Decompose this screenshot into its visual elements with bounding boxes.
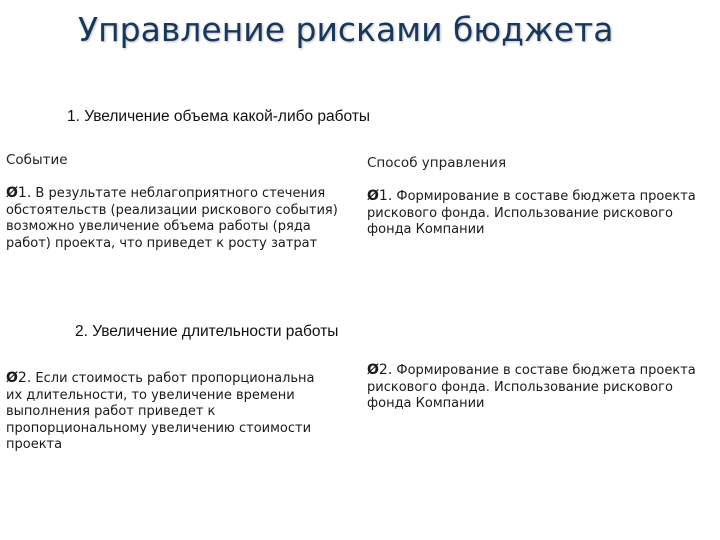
section-1-event-cell <box>6 185 346 252</box>
section-1-heading: 1. Увеличение объема какой-либо работы <box>67 108 371 125</box>
slide-title: Управление рисками бюджета <box>78 10 614 49</box>
method-column-header: Способ управления <box>367 155 507 171</box>
event-column-header: Событие <box>6 152 68 168</box>
item-text: Формирование в составе бюджета проекта рискового фонда. Использование рискового фонда Компании <box>367 189 696 237</box>
item-text: В результате неблагоприятного стечения обстоятельств (реализации рискового события) возможно увеличение объема работы (ряда работ) проекта, что приведет к росту затрат <box>6 186 338 251</box>
section-1-method-cell <box>367 188 707 239</box>
arrow-bullet-icon: Ø <box>367 188 379 204</box>
section-2-heading: 2. Увеличение длительности работы <box>75 323 339 340</box>
section-2-method-cell <box>367 362 707 413</box>
arrow-bullet-icon: Ø <box>367 362 379 378</box>
arrow-bullet-icon: Ø <box>6 185 18 201</box>
item-text: Формирование в составе бюджета проекта рискового фонда. Использование рискового фонда Компании <box>367 363 696 411</box>
item-number: 1. <box>378 188 393 204</box>
arrow-bullet-icon: Ø <box>6 370 18 386</box>
section-2-event-cell <box>6 370 331 454</box>
item-number: 1. <box>17 185 32 201</box>
item-text: Если стоимость работ пропорциональна их длительности, то увеличение времени выполнения работ приведет к пропорциональному увеличению стоимости проекта <box>6 371 315 452</box>
item-number: 2. <box>378 362 393 378</box>
item-number: 2. <box>17 370 32 386</box>
